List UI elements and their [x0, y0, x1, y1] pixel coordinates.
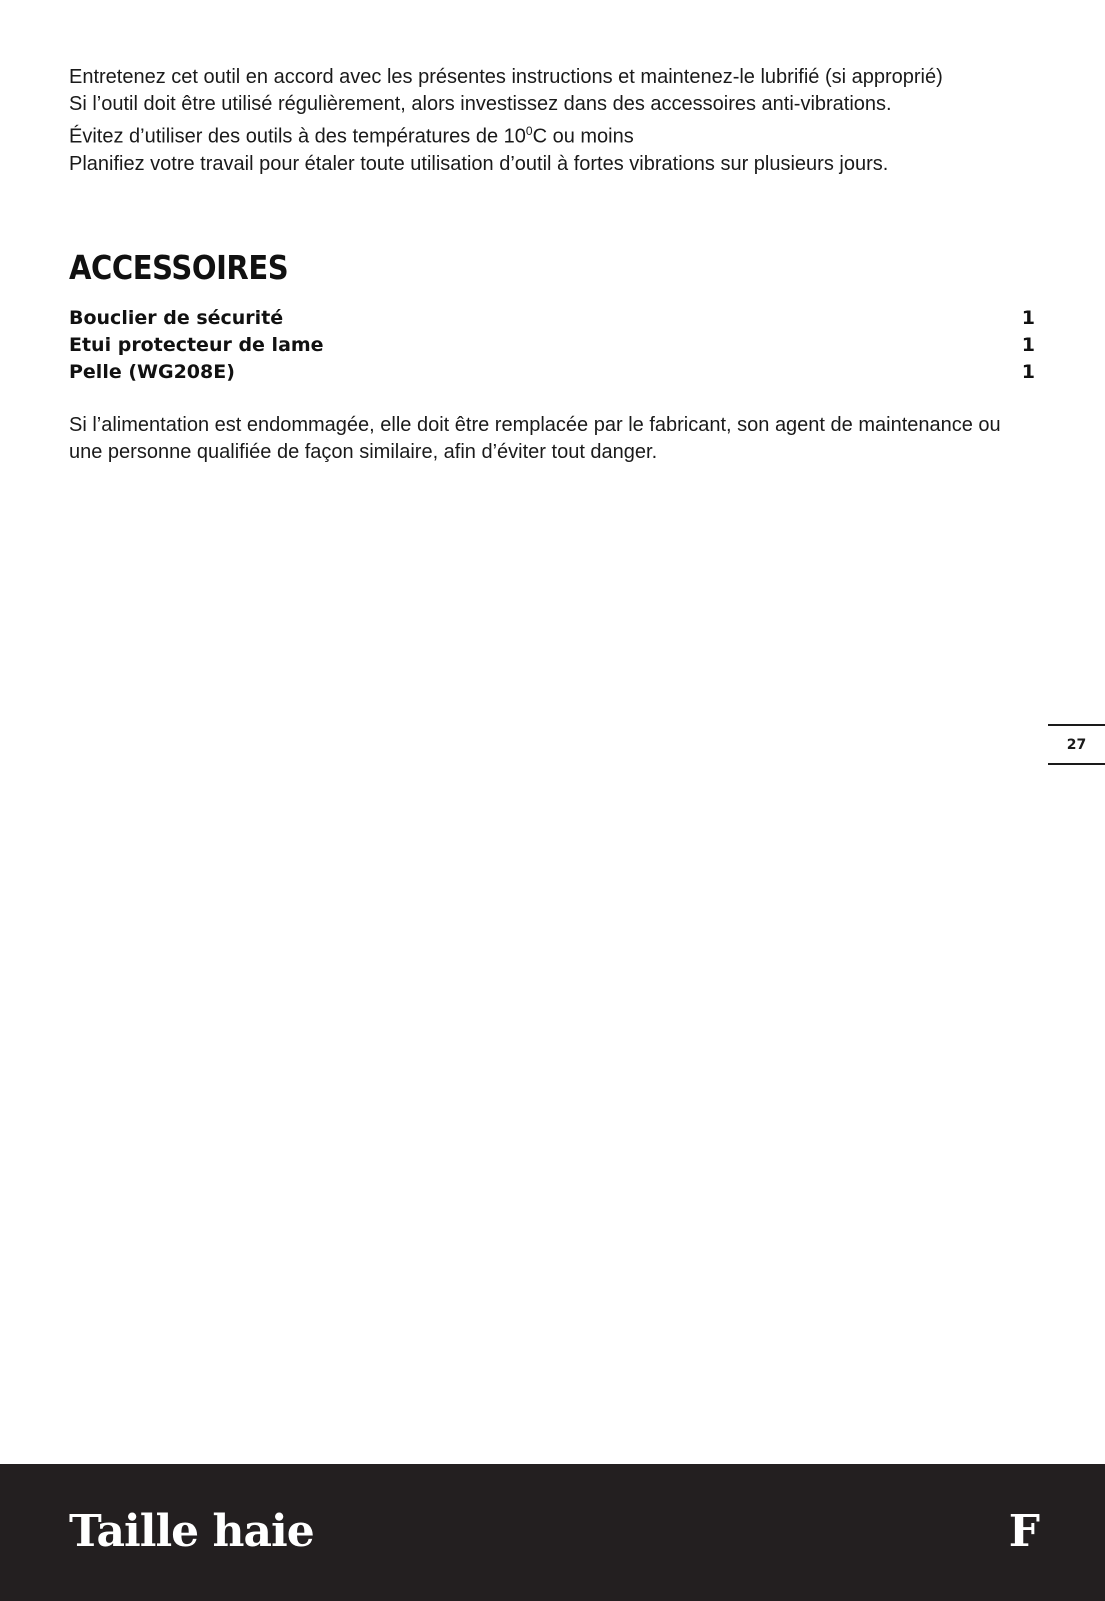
temperature-superscript: 0: [525, 124, 533, 138]
footer-bar: [0, 1464, 1105, 1601]
accessory-row: [69, 331, 1035, 358]
accessory-name: Bouclier de sécurité: [69, 306, 284, 329]
accessory-quantity: 1: [1021, 360, 1035, 383]
intro-text-block: [69, 64, 1029, 178]
accessory-quantity: 1: [1021, 306, 1035, 329]
maintenance-instruction: Entretenez cet outil en accord avec les présentes instructions et maintenez-le lubrifié (si approprié): [69, 66, 943, 88]
temperature-text-end: C ou moins: [532, 125, 634, 148]
temperature-instruction: [69, 118, 1029, 151]
page-number: 27: [1048, 724, 1105, 765]
accessories-list: [69, 304, 1035, 385]
accessories-heading: ACCESSOIRES: [69, 248, 289, 287]
anti-vibration-instruction: Si l’outil doit être utilisé régulièrement, alors investissez dans des accessoires anti-vibrations.: [69, 93, 892, 115]
accessory-name: Pelle (WG208E): [69, 360, 235, 383]
accessory-quantity: 1: [1021, 333, 1035, 356]
language-code: F: [1008, 1506, 1040, 1557]
planning-instruction: Planifiez votre travail pour étaler toute utilisation d’outil à fortes vibrations sur plusieurs jours.: [69, 152, 889, 175]
accessory-name: Etui protecteur de lame: [69, 333, 324, 356]
accessory-row: [69, 358, 1035, 385]
footer-title: Taille haie: [69, 1506, 314, 1557]
power-supply-note: Si l’alimentation est endommagée, elle doit être remplacée par le fabricant, son agent de maintenance ou une personne qualifiée de façon similaire, afin d’éviter tout danger.: [69, 414, 1001, 463]
temperature-text-start: Évitez d’utiliser des outils à des températures de 10: [69, 125, 526, 148]
accessory-row: [69, 304, 1035, 331]
